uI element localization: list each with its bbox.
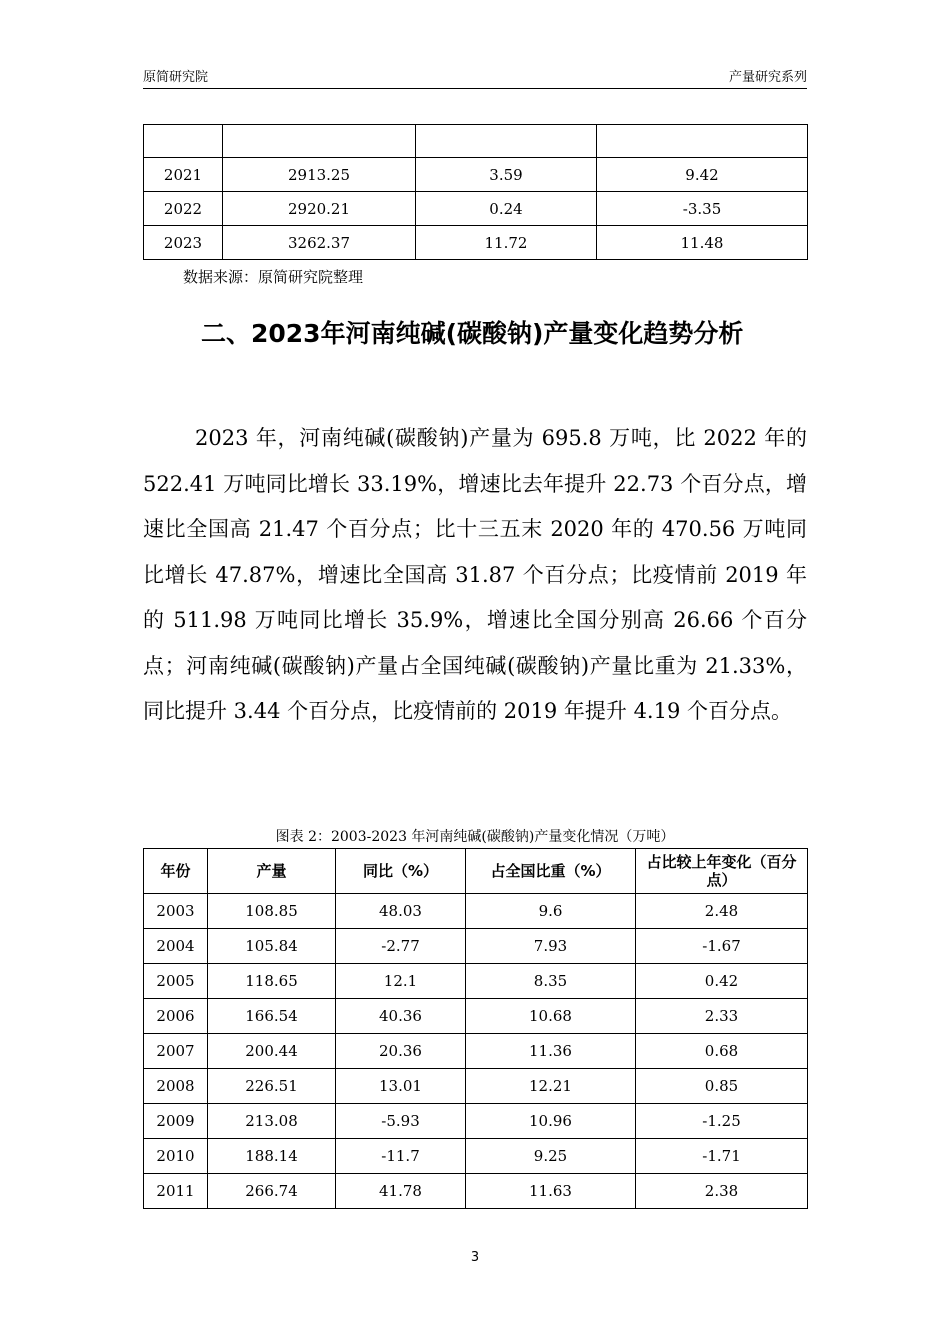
table-cell: 2003 xyxy=(144,894,208,929)
table-cell: 0.85 xyxy=(636,1069,808,1104)
column-header-yoy: 同比（%） xyxy=(336,849,466,894)
table-cell: 226.51 xyxy=(208,1069,336,1104)
body-paragraph: 2023 年，河南纯碱(碳酸钠)产量为 695.8 万吨，比 2022 年的 522.41 万吨同比增长 33.19%，增速比去年提升 22.73 个百分点，增速比全国高 21.47 个百分点；比十三五末 2020 年的 470.56 万吨同比增长 47.87%，增速比全国高 31.87 个百分点；比疫情前 2019 年的 511.98 万吨同比增长 35.9%，增速比全国分别高 26.66 个百分点；河南纯碱(碳酸钠)产量占全国纯碱(碳酸钠)产量比重为 21.33%，同比提升 3.44 个百分点，比疫情前的 2019 年提升 4.19 个百分点。 xyxy=(143,426,807,723)
table-cell: 9.25 xyxy=(466,1139,636,1174)
column-header-share: 占全国比重（%） xyxy=(466,849,636,894)
table-cell: -11.7 xyxy=(336,1139,466,1174)
table-row xyxy=(144,1104,808,1139)
table-cell: -1.67 xyxy=(636,929,808,964)
table-cell: 118.65 xyxy=(208,964,336,999)
table-cell: 20.36 xyxy=(336,1034,466,1069)
table-cell: 3.59 xyxy=(416,158,597,192)
production-table xyxy=(143,848,808,1209)
table-cell: 2005 xyxy=(144,964,208,999)
table-cell: 11.63 xyxy=(466,1174,636,1209)
table-cell: -2.77 xyxy=(336,929,466,964)
table-cell: 2022 xyxy=(144,192,223,226)
table-cell: -1.71 xyxy=(636,1139,808,1174)
table-cell: 0.24 xyxy=(416,192,597,226)
page-header xyxy=(143,64,807,89)
table-row xyxy=(144,929,808,964)
table-row xyxy=(144,999,808,1034)
table-row xyxy=(144,1034,808,1069)
table-cell: 105.84 xyxy=(208,929,336,964)
table-header-row xyxy=(144,849,808,894)
data-source-note: 数据来源：原简研究院整理 xyxy=(183,268,364,286)
table-cell: 266.74 xyxy=(208,1174,336,1209)
table-cell: 11.36 xyxy=(466,1034,636,1069)
table-row xyxy=(144,158,808,192)
table-cell: 2009 xyxy=(144,1104,208,1139)
table-caption: 图表 2：2003-2023 年河南纯碱(碳酸钠)产量变化情况（万吨） xyxy=(275,829,675,845)
table-cell: 2.33 xyxy=(636,999,808,1034)
header-org: 原简研究院 xyxy=(143,70,209,85)
table-row xyxy=(144,192,808,226)
table-cell: 3262.37 xyxy=(223,226,416,260)
table-cell: 10.96 xyxy=(466,1104,636,1139)
table-cell: 9.42 xyxy=(597,158,808,192)
table-cell: 48.03 xyxy=(336,894,466,929)
table-cell: 13.01 xyxy=(336,1069,466,1104)
table-cell: 0.42 xyxy=(636,964,808,999)
table-continued xyxy=(143,124,808,260)
table-cell: 2008 xyxy=(144,1069,208,1104)
table-cell: 2913.25 xyxy=(223,158,416,192)
table-cell: 11.48 xyxy=(597,226,808,260)
section-heading: 二、2023年河南纯碱(碳酸钠)产量变化趋势分析 xyxy=(201,319,744,348)
table-cell: 2007 xyxy=(144,1034,208,1069)
table-cell: 7.93 xyxy=(466,929,636,964)
table-row xyxy=(144,894,808,929)
table-cell: 2.38 xyxy=(636,1174,808,1209)
table-cell: 9.6 xyxy=(466,894,636,929)
column-header-share-change: 占比较上年变化（百分点） xyxy=(636,849,808,894)
table-row xyxy=(144,226,808,260)
table-cell: 2004 xyxy=(144,929,208,964)
table-cell: 2011 xyxy=(144,1174,208,1209)
table-cell: 108.85 xyxy=(208,894,336,929)
header-series: 产量研究系列 xyxy=(728,70,807,85)
column-header-year: 年份 xyxy=(144,849,208,894)
table-cell: 12.21 xyxy=(466,1069,636,1104)
table-row xyxy=(144,1174,808,1209)
table-cell: 2023 xyxy=(144,226,223,260)
table-cell: 11.72 xyxy=(416,226,597,260)
table-cell: 200.44 xyxy=(208,1034,336,1069)
table-cell: 166.54 xyxy=(208,999,336,1034)
table-cell: 0.68 xyxy=(636,1034,808,1069)
table-row xyxy=(144,1069,808,1104)
table-cell: 12.1 xyxy=(336,964,466,999)
table-cell: -5.93 xyxy=(336,1104,466,1139)
table-row xyxy=(144,964,808,999)
table-row xyxy=(144,1139,808,1174)
table-cell: 188.14 xyxy=(208,1139,336,1174)
table-cell: 2010 xyxy=(144,1139,208,1174)
table-cell: 40.36 xyxy=(336,999,466,1034)
table-cell: 8.35 xyxy=(466,964,636,999)
table-cell: -3.35 xyxy=(597,192,808,226)
column-header-output: 产量 xyxy=(208,849,336,894)
table-cell: 2.48 xyxy=(636,894,808,929)
table-cell: 2006 xyxy=(144,999,208,1034)
table-cell: -1.25 xyxy=(636,1104,808,1139)
table-cell: 41.78 xyxy=(336,1174,466,1209)
table-row xyxy=(144,125,808,158)
table-cell: 10.68 xyxy=(466,999,636,1034)
page-number: 3 xyxy=(470,1250,480,1265)
table-cell: 2920.21 xyxy=(223,192,416,226)
table-cell: 2021 xyxy=(144,158,223,192)
table-cell: 213.08 xyxy=(208,1104,336,1139)
